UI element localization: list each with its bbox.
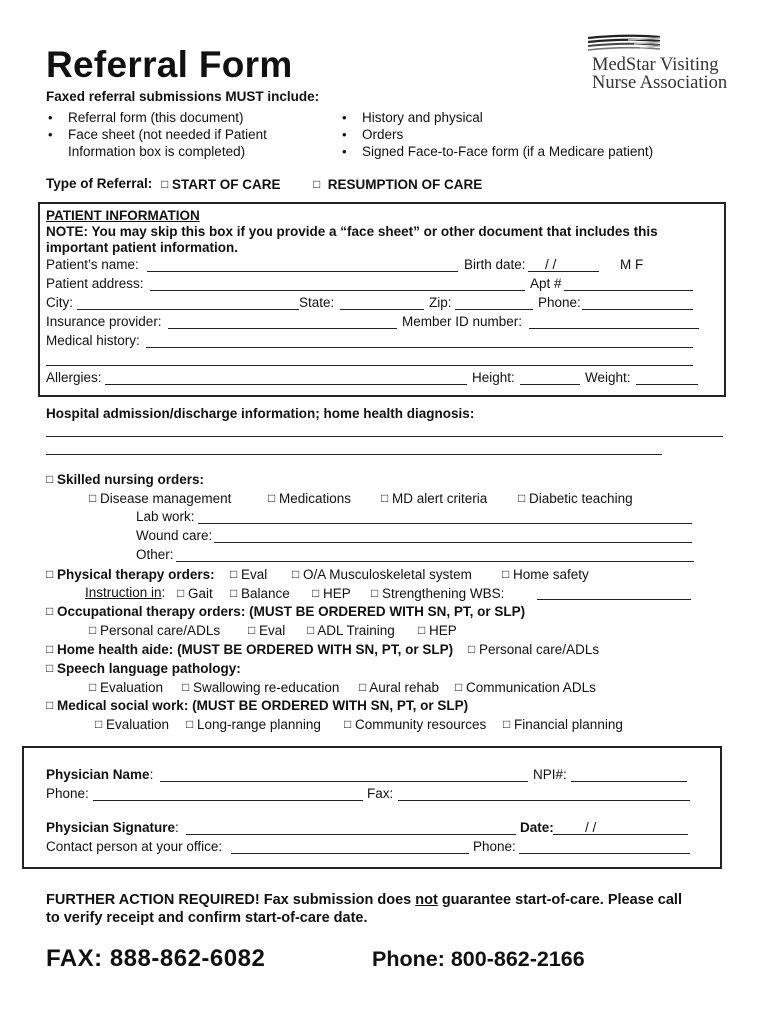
option-label: MD alert criteria	[392, 491, 488, 506]
bullet-icon: •	[48, 127, 53, 142]
checkbox-icon[interactable]: □	[161, 177, 169, 191]
instruction-in-label: Instruction in:	[85, 585, 166, 600]
patient-name-field[interactable]	[147, 271, 458, 272]
checkbox-icon[interactable]: □	[46, 604, 54, 618]
member-id-label: Member ID number:	[402, 314, 523, 329]
patient-info-note-cont: important patient information.	[46, 240, 238, 255]
checkbox-icon[interactable]: □	[455, 680, 463, 694]
pt-hep-option[interactable]	[312, 585, 351, 602]
wbs-field[interactable]	[537, 599, 691, 600]
md-alert-option[interactable]	[381, 490, 487, 507]
phone-label: Phone:	[538, 295, 581, 310]
lab-work-field[interactable]	[198, 523, 692, 524]
contact-person-field[interactable]	[231, 853, 469, 854]
checkbox-icon[interactable]: □	[230, 586, 238, 600]
lab-work-label: Lab work:	[136, 509, 195, 524]
contact-person-label: Contact person at your office:	[46, 839, 223, 854]
checkbox-icon[interactable]: □	[371, 586, 379, 600]
aide-note: (MUST BE ORDERED WITH SN, PT, or SLP)	[177, 642, 454, 657]
option-label: Balance	[241, 586, 290, 601]
apt-label: Apt #	[530, 276, 562, 291]
option-label: HEP	[429, 623, 457, 638]
sex-options[interactable]: M F	[620, 257, 644, 272]
npi-field[interactable]	[571, 781, 687, 782]
occupational-therapy-label: Occupational therapy orders:	[57, 604, 246, 619]
height-label: Height:	[472, 370, 515, 385]
social-work-option[interactable]	[46, 697, 468, 714]
option-label: Aural rehab	[369, 680, 440, 695]
submission-item: History and physical	[362, 110, 483, 125]
physician-fax-field[interactable]	[398, 800, 690, 801]
physical-therapy-option[interactable]	[46, 566, 215, 583]
weight-label: Weight:	[585, 370, 631, 385]
wound-care-label: Wound care:	[136, 528, 213, 543]
speech-pathology-option[interactable]	[46, 660, 241, 677]
checkbox-icon[interactable]: □	[248, 623, 256, 637]
ot-hep-option[interactable]	[418, 622, 457, 639]
patient-info-note: NOTE: You may skip this box if you provide a “face sheet” or other document that includes this	[46, 224, 658, 239]
instruction-text: Instruction in	[85, 585, 162, 600]
option-label: Eval	[241, 567, 268, 582]
submission-item: Orders	[362, 127, 404, 142]
checkbox-icon[interactable]: □	[307, 623, 315, 637]
physician-fax-label: Fax:	[367, 786, 394, 801]
weight-field[interactable]	[636, 384, 698, 385]
hospital-info-field-2[interactable]	[46, 454, 662, 455]
checkbox-icon[interactable]: □	[313, 177, 321, 191]
submission-item: Face sheet (not needed if Patient	[68, 127, 267, 142]
notice-text: FURTHER ACTION REQUIRED! Fax submission does	[46, 892, 416, 908]
option-label: ADL Training	[317, 623, 395, 638]
wound-care-field[interactable]	[214, 542, 692, 543]
checkbox-icon[interactable]: □	[46, 642, 54, 656]
logo-line-1: MedStar Visiting	[592, 55, 719, 75]
pt-eval-option[interactable]	[230, 566, 267, 583]
speech-evaluation-option[interactable]	[89, 679, 163, 696]
option-label: Disease management	[100, 491, 232, 506]
phone-number: Phone: 800-862-2166	[372, 947, 585, 971]
page-title: Referral Form	[46, 44, 293, 85]
bullet-icon: •	[48, 110, 53, 125]
birth-date-label: Birth date:	[464, 257, 526, 272]
submission-item: Signed Face-to-Face form (if a Medicare patient)	[362, 144, 654, 159]
option-label: Strengthening WBS:	[382, 586, 505, 601]
option-label: Medications	[279, 491, 352, 506]
option-label: Personal care/ADLs	[479, 642, 600, 657]
hospital-info-field[interactable]	[46, 436, 723, 437]
start-of-care-label: START OF CARE	[172, 177, 281, 192]
occupational-therapy-option[interactable]	[46, 603, 525, 620]
contact-phone-field[interactable]	[519, 853, 690, 854]
home-health-aide-option[interactable]	[46, 641, 453, 658]
npi-label: NPI#:	[533, 767, 567, 782]
date-separator: / /	[585, 820, 597, 835]
zip-label: Zip:	[429, 295, 452, 310]
insurance-label: Insurance provider:	[46, 314, 162, 329]
diabetic-teaching-option[interactable]	[518, 490, 633, 507]
date-text: Date	[520, 820, 550, 835]
checkbox-icon[interactable]: □	[186, 717, 194, 731]
medical-history-field[interactable]	[146, 347, 693, 348]
bullet-icon: •	[342, 144, 347, 159]
height-field[interactable]	[520, 384, 580, 385]
physician-signature-label: Physician Signature:	[46, 820, 179, 835]
balance-option[interactable]	[230, 585, 290, 602]
apt-field[interactable]	[564, 290, 693, 291]
checkbox-icon[interactable]: □	[312, 586, 320, 600]
state-field[interactable]	[340, 309, 424, 310]
state-label: State:	[299, 295, 335, 310]
oa-musculoskeletal-option[interactable]	[292, 566, 472, 583]
strengthening-option[interactable]	[371, 585, 504, 602]
fax-number: FAX: 888-862-6082	[46, 945, 266, 972]
member-id-field[interactable]	[529, 328, 699, 329]
speech-pathology-label: Speech language pathology:	[57, 661, 241, 676]
phone-field[interactable]	[582, 309, 693, 310]
checkbox-icon[interactable]: □	[344, 717, 352, 731]
date-field[interactable]	[553, 834, 688, 835]
bullet-icon: •	[342, 110, 347, 125]
birth-date-separator: / /	[545, 257, 557, 272]
start-of-care-option[interactable]	[161, 176, 281, 193]
other-label: Other:	[136, 547, 174, 562]
notice-emphasis: not	[415, 892, 438, 908]
physician-name-field[interactable]	[160, 781, 528, 782]
disease-management-option[interactable]	[89, 490, 231, 507]
skilled-nursing-option[interactable]	[46, 471, 204, 488]
option-label: Swallowing re-education	[193, 680, 340, 695]
physician-signature-field[interactable]	[186, 834, 516, 835]
checkbox-icon[interactable]: □	[502, 567, 510, 581]
logo-stripes-icon	[588, 34, 663, 54]
checkbox-icon[interactable]: □	[418, 623, 426, 637]
submission-heading: Faxed referral submissions MUST include:	[46, 89, 320, 104]
social-evaluation-option[interactable]	[95, 716, 169, 733]
checkbox-icon[interactable]: □	[359, 680, 367, 694]
financial-planning-option[interactable]	[503, 716, 623, 733]
community-resources-option[interactable]	[344, 716, 486, 733]
checkbox-icon[interactable]: □	[468, 642, 476, 656]
ot-eval-option[interactable]	[248, 622, 285, 639]
notice-text: guarantee start-of-care. Please call	[437, 892, 682, 908]
checkbox-icon[interactable]: □	[518, 491, 526, 505]
option-label: Personal care/ADLs	[100, 623, 221, 638]
aide-personal-care-option[interactable]	[468, 641, 599, 658]
date-label: Date:	[520, 820, 554, 835]
medical-history-field-2[interactable]	[46, 365, 693, 366]
option-label: Evaluation	[106, 717, 170, 732]
checkbox-icon[interactable]: □	[268, 491, 276, 505]
birth-date-field[interactable]	[528, 271, 599, 272]
option-label: Community resources	[355, 717, 487, 732]
physician-phone-label: Phone:	[46, 786, 89, 801]
referral-type-label: Type of Referral:	[46, 176, 153, 191]
option-label: Home safety	[513, 567, 589, 582]
logo-line-2: Nurse Association	[592, 73, 728, 93]
hospital-info-label: Hospital admission/discharge information; home health diagnosis:	[46, 406, 475, 421]
checkbox-icon[interactable]: □	[381, 491, 389, 505]
checkbox-icon[interactable]: □	[95, 717, 103, 731]
checkbox-icon[interactable]: □	[46, 661, 54, 675]
home-health-aide-label: Home health aide:	[57, 642, 174, 657]
patient-address-label: Patient address:	[46, 276, 144, 291]
checkbox-icon[interactable]: □	[46, 567, 54, 581]
checkbox-icon[interactable]: □	[89, 491, 97, 505]
gait-option[interactable]	[177, 585, 213, 602]
option-label: O/A Musculoskeletal system	[303, 567, 472, 582]
checkbox-icon[interactable]: □	[177, 586, 185, 600]
resumption-of-care-label: RESUMPTION OF CARE	[327, 177, 483, 192]
bullet-icon: •	[342, 127, 347, 142]
checkbox-icon[interactable]: □	[503, 717, 511, 731]
contact-phone-label: Phone:	[473, 839, 516, 854]
checkbox-icon[interactable]: □	[182, 680, 190, 694]
physician-name-text: Physician Name	[46, 767, 150, 782]
option-label: Financial planning	[514, 717, 623, 732]
patient-address-field[interactable]	[150, 290, 525, 291]
checkbox-icon[interactable]: □	[46, 472, 54, 486]
option-label: HEP	[323, 586, 351, 601]
long-range-planning-option[interactable]	[186, 716, 321, 733]
checkbox-icon[interactable]: □	[46, 698, 54, 712]
further-action-notice	[46, 891, 682, 909]
allergies-field[interactable]	[105, 384, 467, 385]
skilled-nursing-label: Skilled nursing orders:	[57, 472, 205, 487]
zip-field[interactable]	[455, 309, 533, 310]
adl-training-option[interactable]	[307, 622, 395, 639]
aural-rehab-option[interactable]	[359, 679, 439, 696]
city-field[interactable]	[77, 309, 299, 310]
checkbox-icon[interactable]: □	[89, 680, 97, 694]
submission-item: Referral form (this document)	[68, 110, 244, 125]
submission-item: Information box is completed)	[68, 144, 246, 159]
ot-personal-care-option[interactable]	[89, 622, 220, 639]
patient-name-label: Patient’s name:	[46, 257, 139, 272]
social-note: (MUST BE ORDERED WITH SN, PT, or SLP)	[192, 698, 469, 713]
physician-phone-field[interactable]	[93, 800, 363, 801]
ot-note: (MUST BE ORDERED WITH SN, PT, or SLP)	[249, 604, 526, 619]
resumption-of-care-option[interactable]	[313, 176, 482, 193]
insurance-field[interactable]	[168, 328, 397, 329]
option-label: Gait	[188, 586, 213, 601]
medical-history-label: Medical history:	[46, 333, 140, 348]
swallowing-option[interactable]	[182, 679, 339, 696]
city-label: City:	[46, 295, 73, 310]
checkbox-icon[interactable]: □	[89, 623, 97, 637]
physician-signature-text: Physician Signature	[46, 820, 176, 835]
checkbox-icon[interactable]: □	[292, 567, 300, 581]
social-work-label: Medical social work:	[57, 698, 189, 713]
medications-option[interactable]	[268, 490, 351, 507]
patient-info-heading: PATIENT INFORMATION	[46, 208, 200, 223]
checkbox-icon[interactable]: □	[230, 567, 238, 581]
option-label: Long-range planning	[197, 717, 321, 732]
allergies-label: Allergies:	[46, 370, 102, 385]
option-label: Communication ADLs	[466, 680, 596, 695]
communication-adls-option[interactable]	[455, 679, 596, 696]
other-field[interactable]	[176, 561, 694, 562]
option-label: Diabetic teaching	[529, 491, 633, 506]
option-label: Evaluation	[100, 680, 164, 695]
physician-name-label: Physician Name:	[46, 767, 154, 782]
physical-therapy-label: Physical therapy orders:	[57, 567, 215, 582]
home-safety-option[interactable]	[502, 566, 589, 583]
further-action-notice-cont: to verify receipt and confirm start-of-care date.	[46, 910, 368, 926]
option-label: Eval	[259, 623, 286, 638]
